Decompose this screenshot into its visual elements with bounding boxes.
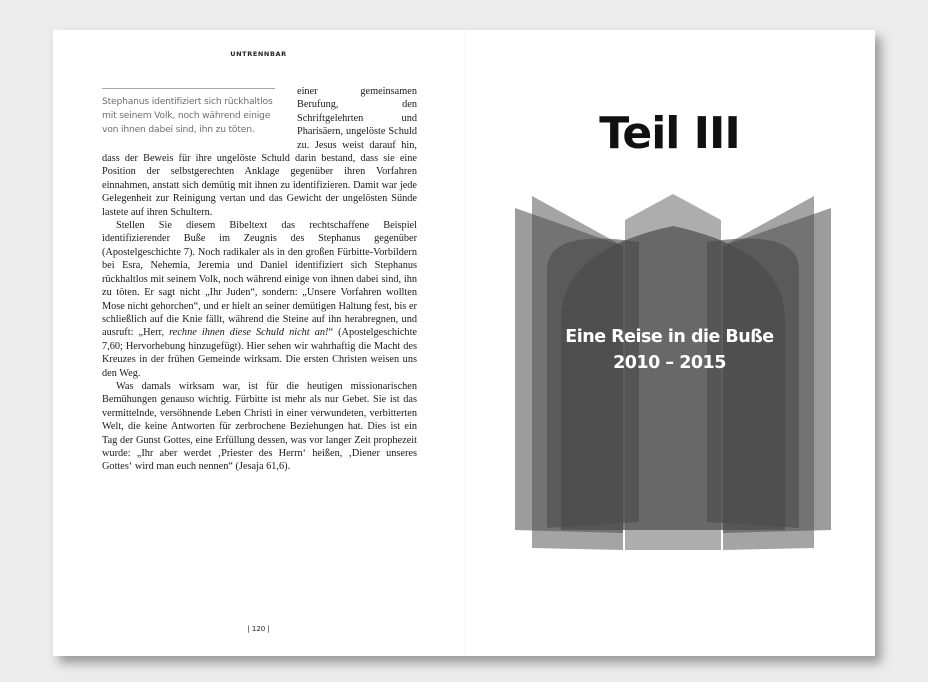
paragraph-1 [102, 85, 417, 219]
paragraph-1-text: einer gemeinsamen Berufung, den Schriftgelehrten und Pharisäern, ungelöste Schuld zu. Jesus weist darauf hin, dass der Beweis für ihre ungelöste Schuld darin bestand, dass sie eine Position der selbstgerechten Anklage gegenüber ihren Vorfahren einnahmen, anstatt sich demütig mit ihnen zu identifizieren. Damit war jede Gelegenheit zur Reinigung vertan und das Gewicht der ungelösten Sünde lastete auf ihren Schultern. [102, 86, 417, 218]
page-number: | 120 | [247, 625, 270, 633]
paragraph-2-end: “ (Apostelgeschichte 7,60; Hervorhebung hinzugefügt). Hier sehen wir wahrhaftig die Macht des Kreuzes in der frühen Gemeinde wirksam. Die ersten Christen weisen uns den Weg. [102, 327, 417, 379]
body-text [102, 85, 417, 474]
paragraph-2-start: Stellen Sie diesem Bibeltext das rechtschaffene Beispiel identifizierender Buße im Zeugnis des Stephanus gegenüber (Apostelgeschichte 7). Noch radikaler als in den großen Fürbitte-Vorbildern bei Esra, Nehemia, Jeremia und Daniel identifiziert sich Stephanus rückhaltlos mit seinem Volk, noch während einige von ihnen dabei sind, ihn zu töten. Er sagt nicht „Ihr Juden“, sondern: „Unsere Vorfahren wollten Mose nicht gehorchen“, und er hielt an seiner demütigen Haltung fest, bis er schließlich auf die Knie fällt, während die Steine auf ihn herabregnen, und ausruft: „Herr, [102, 220, 417, 339]
part-subtitle-line-2: 2010 – 2015 [613, 353, 726, 373]
paragraph-2-italic: rechne ihnen diese Schuld nicht an! [169, 327, 329, 339]
pull-quote: Stephanus identifiziert sich rückhaltlos mit seinem Volk, noch während einige von ihnen dabei sind, ihn zu töten. [102, 88, 275, 137]
book-spread [53, 30, 875, 656]
part-title: Teil III [599, 108, 740, 159]
part-subtitle [464, 324, 875, 376]
part-subtitle-line-1: Eine Reise in die Buße [565, 327, 774, 347]
paragraph-2 [102, 219, 417, 380]
paragraph-3: Was damals wirksam war, ist für die heutigen missionarischen Bemühungen genauso wichtig. Fürbitte ist mehr als nur Gebet. Sie ist das vermittelnde, versöhnende Leben Christi in einer verwundeten, verbitterten Welt, die keine Antworten für zerbrochene Beziehungen hat. Dies ist ein Tag der Gunst Gottes, eine Erfüllung dessen, was vor langer Zeit prophezeit wurde: „Ihr aber werdet ‚Priester des Herrn‘ heißen, ‚Diener unseres Gottes‘ wird man euch nennen“ (Jesaja 61,6). [102, 380, 417, 473]
running-head: UNTRENNBAR [230, 50, 287, 58]
